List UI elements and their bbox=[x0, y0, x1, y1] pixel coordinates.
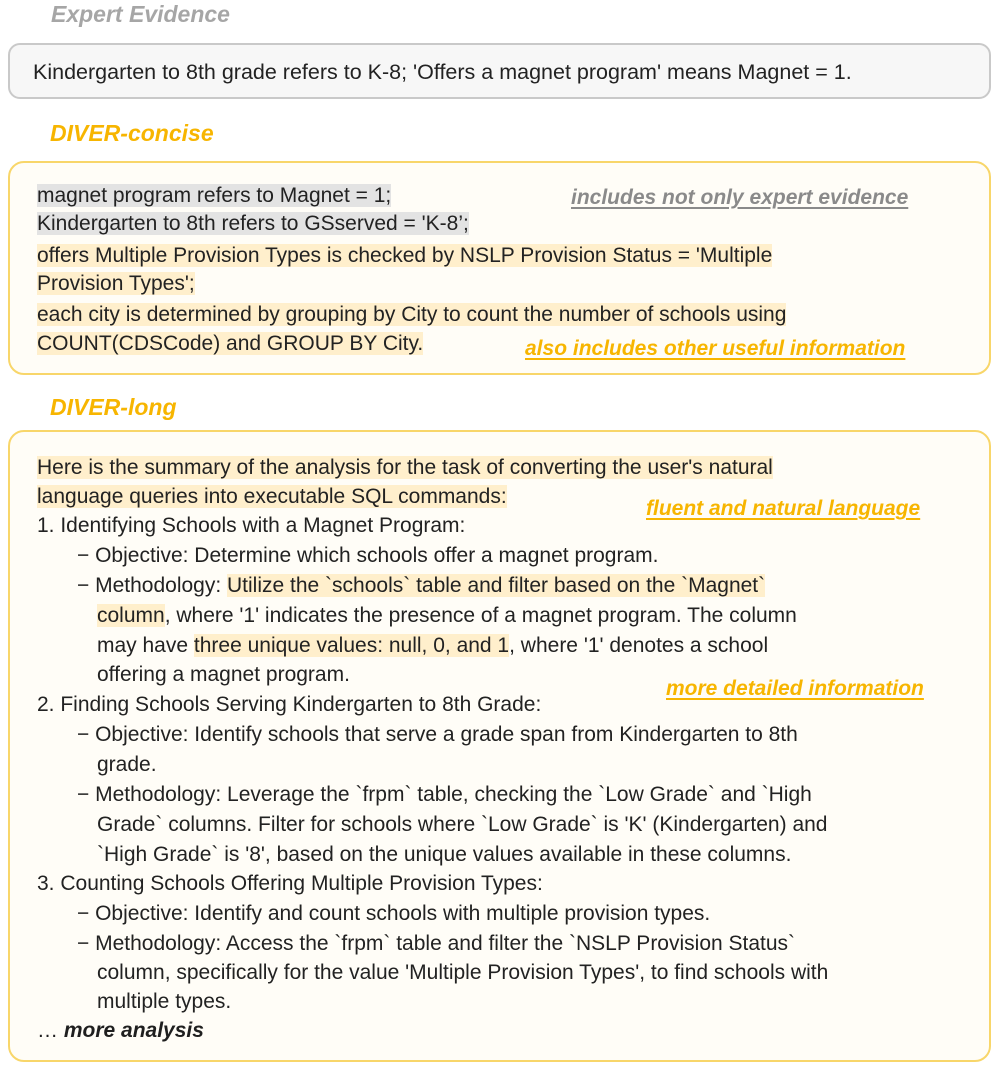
long-item-3-methodology-line-3: multiple types. bbox=[97, 990, 232, 1013]
more-analysis-label: more analysis bbox=[63, 1019, 204, 1042]
long-item-3-methodology-line-2: column, specifically for the value 'Multiple Provision Types', to find schools with bbox=[97, 961, 829, 984]
long-item-1-methodology-line-2 bbox=[97, 602, 797, 629]
diver-long-title: DIVER-long bbox=[50, 394, 177, 420]
long-item-1-methodology-line-4: offering a magnet program. bbox=[97, 663, 350, 686]
long-item-1-objective: − Objective: Determine which schools offer a magnet program. bbox=[77, 544, 659, 567]
long-item-1-methodology-line-1 bbox=[77, 572, 765, 599]
long-item-2-objective-line-1: − Objective: Identify schools that serve a grade span from Kindergarten to 8th bbox=[77, 723, 798, 746]
long-item-2-methodology-line-2: Grade` columns. Filter for schools where `Low Grade` is 'K' (Kindergarten) and bbox=[97, 813, 828, 836]
long-intro-line-1 bbox=[37, 454, 773, 481]
long-item-2: 2. Finding Schools Serving Kindergarten to 8th Grade: bbox=[37, 693, 542, 716]
long-item-1-methodology-line-3 bbox=[97, 632, 768, 659]
expert-evidence-text: Kindergarten to 8th grade refers to K-8; 'Offers a magnet program' means Magnet = 1. bbox=[33, 60, 852, 84]
long-item-1-methodology-text-3b: , where '1' denotes a school bbox=[509, 634, 769, 657]
long-item-3-objective: − Objective: Identify and count schools with multiple provision types. bbox=[77, 902, 711, 925]
long-item-2-objective-line-2: grade. bbox=[97, 753, 157, 776]
long-intro-line-1-text: Here is the summary of the analysis for the task of converting the user's natural bbox=[37, 456, 773, 479]
long-item-2-methodology-line-1: − Methodology: Leverage the `frpm` table, checking the `Low Grade` and `High bbox=[77, 783, 812, 806]
concise-annotation-expert: includes not only expert evidence bbox=[571, 186, 909, 209]
concise-line-2 bbox=[37, 210, 469, 237]
long-item-1: 1. Identifying Schools with a Magnet Program: bbox=[37, 514, 466, 537]
long-item-1-methodology-prefix: − Methodology: bbox=[77, 574, 228, 597]
long-intro-line-2-text: language queries into executable SQL commands: bbox=[37, 485, 507, 508]
long-annotation-fluent: fluent and natural language bbox=[646, 497, 921, 520]
concise-line-3-text: offers Multiple Provision Types is checked by NSLP Provision Status = 'Multiple bbox=[37, 244, 773, 267]
concise-line-6-text: COUNT(CDSCode) and GROUP BY City. bbox=[37, 332, 424, 355]
concise-line-1-text: magnet program refers to Magnet = 1; bbox=[37, 184, 392, 207]
long-item-1-methodology-highlight-2: column bbox=[97, 604, 165, 627]
concise-line-4 bbox=[37, 270, 195, 297]
long-item-2-methodology-line-3: `High Grade` is '8', based on the unique values available in these columns. bbox=[97, 843, 792, 866]
concise-line-2-text: Kindergarten to 8th refers to GSserved = 'K-8’; bbox=[37, 212, 469, 235]
long-item-1-methodology-highlight-1: Utilize the `schools` table and filter based on the `Magnet` bbox=[227, 574, 766, 597]
long-item-3-methodology-line-1: − Methodology: Access the `frpm` table and filter the `NSLP Provision Status` bbox=[77, 932, 796, 955]
diver-concise-title: DIVER-concise bbox=[50, 120, 214, 146]
ellipsis: … bbox=[37, 1019, 64, 1042]
long-item-1-methodology-highlight-3: three unique values: null, 0, and 1 bbox=[193, 634, 510, 657]
concise-line-3 bbox=[37, 242, 772, 269]
long-item-1-methodology-text-3a: may have bbox=[97, 634, 194, 657]
concise-annotation-useful: also includes other useful information bbox=[525, 337, 906, 360]
long-item-3: 3. Counting Schools Offering Multiple Provision Types: bbox=[37, 872, 543, 895]
concise-line-5-text: each city is determined by grouping by City to count the number of schools using bbox=[37, 303, 787, 326]
more-analysis-row bbox=[37, 1017, 204, 1044]
long-item-1-methodology-text-2: , where '1' indicates the presence of a magnet program. The column bbox=[164, 604, 797, 627]
concise-line-6 bbox=[37, 330, 423, 357]
expert-evidence-title: Expert Evidence bbox=[51, 1, 230, 27]
long-annotation-detailed: more detailed information bbox=[666, 677, 924, 700]
long-intro-line-2 bbox=[37, 483, 507, 510]
concise-line-5 bbox=[37, 301, 786, 328]
concise-line-1 bbox=[37, 182, 391, 209]
concise-line-4-text: Provision Types'; bbox=[37, 272, 195, 295]
